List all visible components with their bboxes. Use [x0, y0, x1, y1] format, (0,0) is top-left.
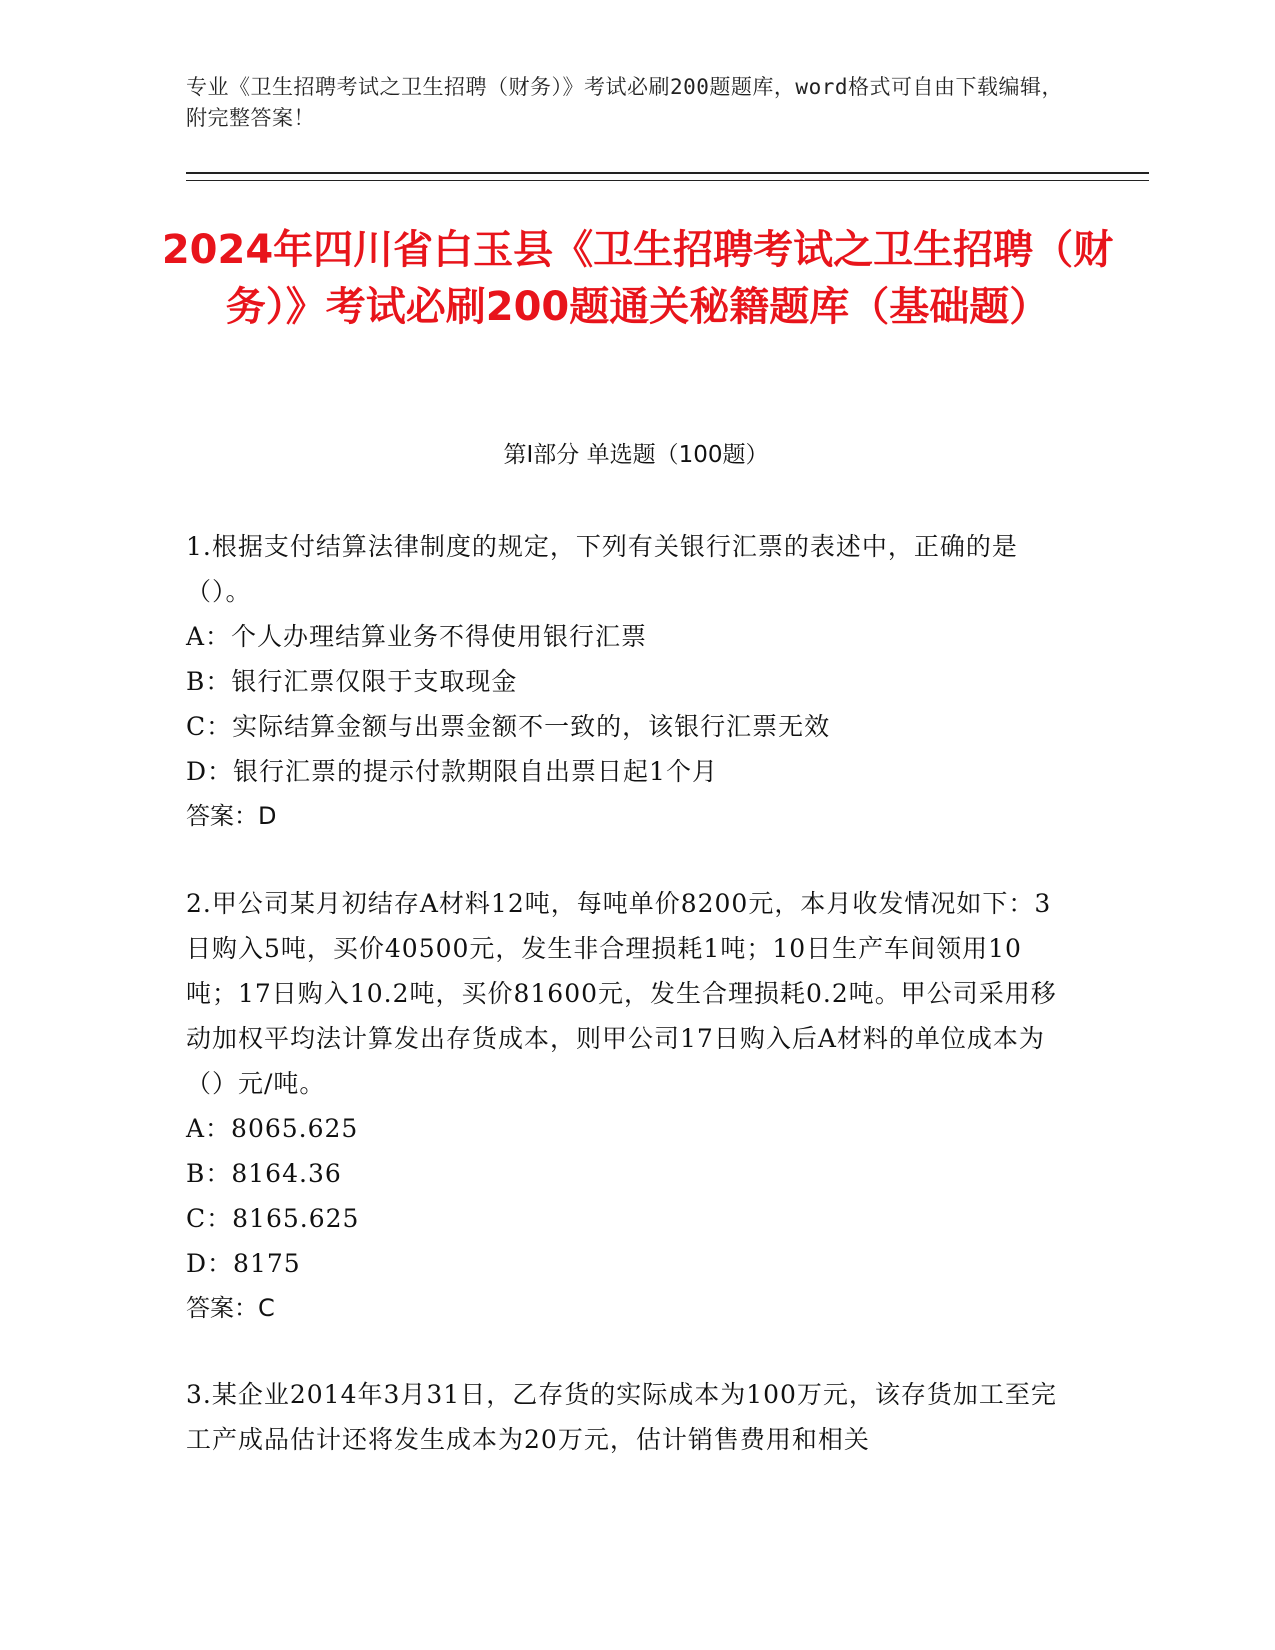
option-b: B：8164.36 [186, 1159, 342, 1188]
section-title: 第Ⅰ部分 单选题（100题） [503, 442, 769, 468]
option-c: C：8165.625 [186, 1204, 360, 1233]
answer: 答案：D [186, 802, 277, 830]
question-stem: 3.某企业2014年3月31日，乙存货的实际成本为100万元，该存货加工至完工产成品估计还将发生成本为20万元，估计销售费用和相关 [186, 1380, 1057, 1454]
option-b: B：银行汇票仅限于支取现金 [186, 667, 518, 696]
question-2 [186, 881, 1066, 1331]
question-stem: 2.甲公司某月初结存A材料12吨，每吨单价8200元，本月收发情况如下：3日购入5吨，买价40500元，发生非合理损耗1吨；10日生产车间领用10吨；17日购入10.2吨，买价81600元，发生合理损耗0.2吨。甲公司采用移动加权平均法计算发出存货成本，则甲公司17日购入后A材料的单位成本为（）元/吨。 [186, 889, 1057, 1098]
option-a: A：个人办理结算业务不得使用银行汇票 [186, 622, 648, 651]
answer: 答案：C [186, 1294, 275, 1322]
header-divider-thick [186, 172, 1149, 174]
question-1 [186, 524, 1066, 839]
header-divider-thin [186, 180, 1149, 181]
option-a: A：8065.625 [186, 1114, 359, 1143]
option-c: C：实际结算金额与出票金额不一致的，该银行汇票无效 [186, 712, 831, 741]
option-d: D：8175 [186, 1249, 301, 1278]
question-3 [186, 1372, 1066, 1462]
question-stem: 1.根据支付结算法律制度的规定，下列有关银行汇票的表述中，正确的是（）。 [186, 532, 1018, 606]
header-note: 专业《卫生招聘考试之卫生招聘（财务）》考试必刷200题题库，word格式可自由下载编辑，附完整答案！ [186, 75, 1063, 130]
document-title: 2024年四川省白玉县《卫生招聘考试之卫生招聘（财务）》考试必刷200题通关秘籍题库（基础题） [161, 227, 1114, 330]
option-d: D：银行汇票的提示付款期限自出票日起1个月 [186, 757, 718, 786]
